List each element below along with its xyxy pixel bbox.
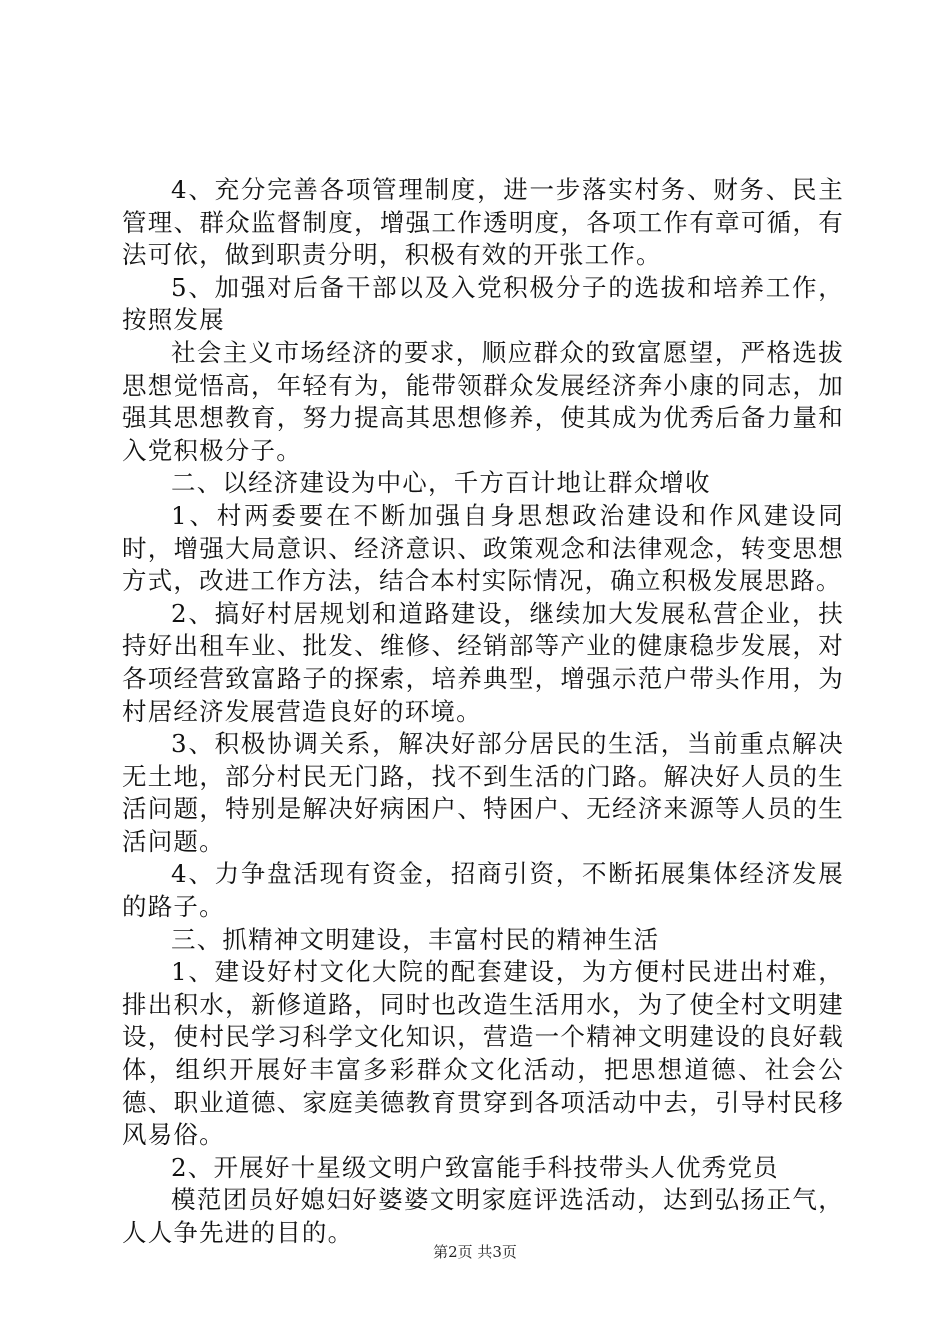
section-heading: 三、抓精神文明建设，丰富村民的精神生活 (171, 924, 660, 954)
paragraph: 社会主义市场经济的要求，顺应群众的致富愿望，严格选拔思想觉悟高，年轻有为，能带领群众发展经济奔小康的同志，加强其思想教育，努力提高其思想修养，使其成为优秀后备力量和入党积极分子。 (122, 337, 844, 465)
paragraph: 4、力争盘活现有资金，招商引资，不断拓展集体经济发展的路子。 (122, 859, 844, 922)
page-number-footer: 第2页 共3页 (433, 1243, 517, 1261)
document-body (122, 174, 844, 1250)
section-heading: 二、以经济建设为中心，千方百计地让群众增收 (171, 468, 711, 498)
paragraph: 1、建设好村文化大院的配套建设，为方便村民进出村难，排出积水，新修道路，同时也改造生活用水，为了使全村文明建设，使村民学习科学文化知识，营造一个精神文明建设的良好载体，组织开展好丰富多彩群众文化活动，把思想道德、社会公德、职业道德、家庭美德教育贯穿到各项活动中去，引导村民移风易俗。 (122, 957, 844, 1150)
paragraph: 4、充分完善各项管理制度，进一步落实村务、财务、民主管理、群众监督制度，增强工作透明度，各项工作有章可循，有法可依，做到职责分明，积极有效的开张工作。 (122, 175, 844, 270)
paragraph: 模范团员好媳妇好婆婆文明家庭评选活动，达到弘扬正气，人人争先进的目的。 (122, 1185, 844, 1247)
paragraph: 2、搞好村居规划和道路建设，继续加大发展私营企业，扶持好出租车业、批发、维修、经销部等产业的健康稳步发展，对各项经营致富路子的探索，培养典型，增强示范户带头作用，为村居经济发展营造良好的环境。 (122, 598, 844, 726)
paragraph: 5、加强对后备干部以及入党积极分子的选拔和培养工作，按照发展 (122, 272, 844, 335)
paragraph: 3、积极协调关系，解决好部分居民的生活，当前重点解决无土地，部分村民无门路，找不到生活的门路。解决好人员的生活问题，特别是解决好病困户、特困户、无经济来源等人员的生活问题。 (122, 729, 844, 856)
paragraph: 1、村两委要在不断加强自身思想政治建设和作风建设同时，增强大局意识、经济意识、政策观念和法律观念，转变思想方式，改进工作方法，结合本村实际情况，确立积极发展思路。 (122, 500, 844, 596)
paragraph: 2、开展好十星级文明户致富能手科技带头人优秀党员 (171, 1152, 779, 1182)
